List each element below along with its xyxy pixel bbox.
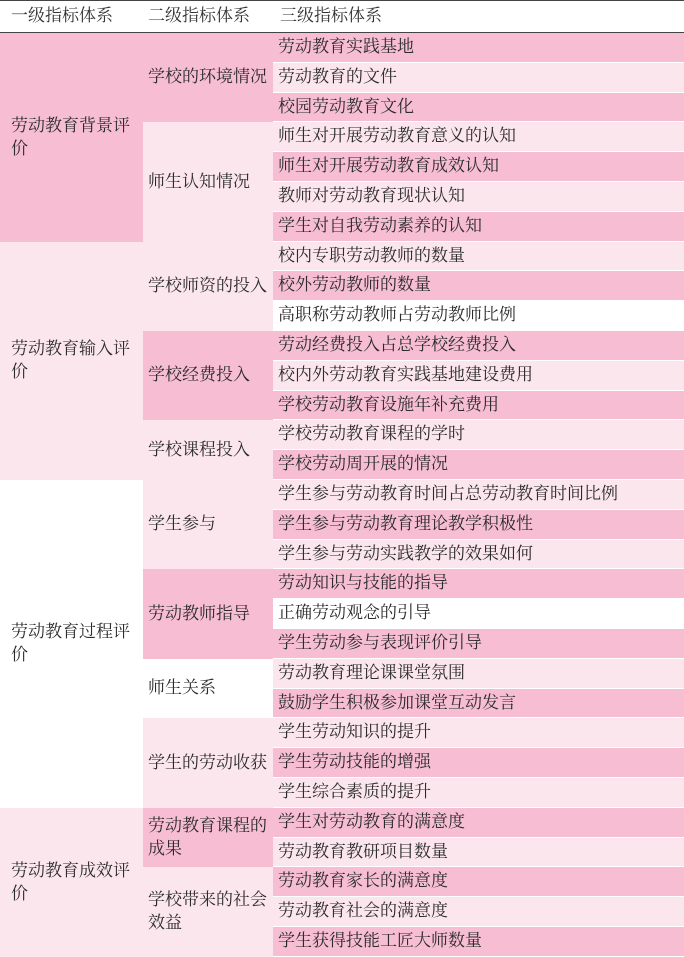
level3-cell: 学生获得技能工匠大师数量 <box>273 927 684 957</box>
level3-cell: 学校劳动教育课程的学时 <box>273 420 684 450</box>
level3-cell: 学校劳动周开展的情况 <box>273 450 684 480</box>
level3-cell: 学生对劳动教育的满意度 <box>273 808 684 838</box>
header-level2: 二级指标体系 <box>148 6 250 26</box>
level1-cell: 劳动教育成效评价 <box>0 808 143 957</box>
level3-cell: 正确劳动观念的引导 <box>273 599 684 629</box>
header-level3: 三级指标体系 <box>280 6 382 26</box>
level2-cell: 学校的环境情况 <box>143 33 273 122</box>
level1-cell: 劳动教育过程评价 <box>0 480 143 808</box>
level2-cell: 师生认知情况 <box>143 122 273 242</box>
level3-cell: 校外劳动教师的数量 <box>273 271 684 301</box>
level2-cell: 学校师资的投入 <box>143 242 273 331</box>
level2-cell: 劳动教育课程的成果 <box>143 808 273 867</box>
level3-cell: 劳动经费投入占总学校经费投入 <box>273 331 684 361</box>
level3-cell: 教师对劳动教育现状认知 <box>273 182 684 212</box>
level2-cell: 学校经费投入 <box>143 331 273 420</box>
level3-cell: 学生劳动技能的增强 <box>273 748 684 778</box>
header-level1: 一级指标体系 <box>11 6 113 26</box>
level1-cell: 劳动教育背景评价 <box>0 33 143 242</box>
level3-cell: 劳动知识与技能的指导 <box>273 569 684 599</box>
level3-cell: 学校劳动教育设施年补充费用 <box>273 391 684 420</box>
level2-cell: 学生的劳动收获 <box>143 718 273 808</box>
level3-cell: 校园劳动教育文化 <box>273 93 684 122</box>
level2-cell: 学校带来的社会效益 <box>143 867 273 957</box>
level3-cell: 劳动教育家长的满意度 <box>273 867 684 897</box>
level2-cell: 师生关系 <box>143 659 273 718</box>
level3-cell: 劳动教育社会的满意度 <box>273 897 684 927</box>
level3-cell: 师生对开展劳动教育意义的认知 <box>273 122 684 152</box>
level3-cell: 学生参与劳动实践教学的效果如何 <box>273 540 684 569</box>
level2-cell: 劳动教师指导 <box>143 569 273 659</box>
level3-cell: 鼓励学生积极参加课堂互动发言 <box>273 689 684 718</box>
level3-cell: 学生参与劳动教育时间占总劳动教育时间比例 <box>273 480 684 510</box>
level3-cell: 校内专职劳动教师的数量 <box>273 242 684 271</box>
level3-cell: 校内外劳动教育实践基地建设费用 <box>273 361 684 391</box>
level1-cell: 劳动教育输入评价 <box>0 242 143 480</box>
level2-cell: 学生参与 <box>143 480 273 569</box>
level3-cell: 师生对开展劳动教育成效认知 <box>273 152 684 182</box>
level3-cell: 学生对自我劳动素养的认知 <box>273 212 684 242</box>
level3-cell: 劳动教育教研项目数量 <box>273 838 684 867</box>
level2-cell: 学校课程投入 <box>143 420 273 480</box>
level3-cell: 劳动教育的文件 <box>273 63 684 93</box>
level3-cell: 劳动教育实践基地 <box>273 33 684 63</box>
level3-cell: 劳动教育理论课课堂氛围 <box>273 659 684 689</box>
level3-cell: 学生综合素质的提升 <box>273 778 684 808</box>
level3-cell: 学生劳动知识的提升 <box>273 718 684 748</box>
level3-cell: 学生参与劳动教育理论教学积极性 <box>273 510 684 540</box>
level3-cell: 学生劳动参与表现评价引导 <box>273 629 684 659</box>
top-rule <box>0 0 684 1</box>
level3-cell: 高职称劳动教师占劳动教师比例 <box>273 301 684 331</box>
